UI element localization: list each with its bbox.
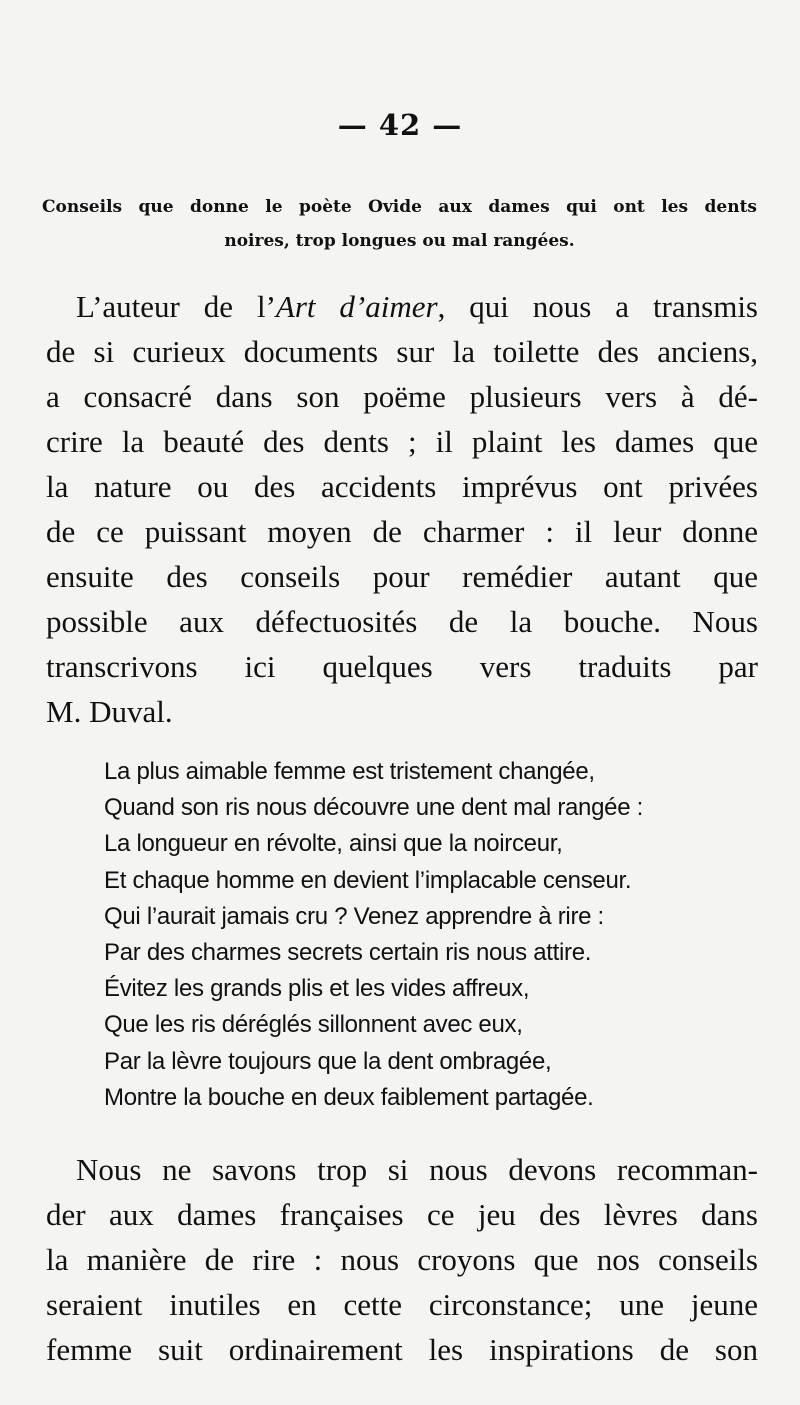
paragraph-1-line-3: a consacré dans son poëme plusieurs vers à dé-: [46, 379, 758, 414]
verse-line: Évitez les grands plis et les vides affreux,: [104, 975, 530, 1003]
paragraph-2-line-2: der aux dames françaises ce jeu des lèvres dans: [46, 1197, 758, 1232]
paragraph-2-line-1: Nous ne savons trop si nous devons recomman-: [76, 1152, 758, 1187]
verse-line: Quand son ris nous découvre une dent mal rangée :: [104, 794, 643, 822]
text-run: L’auteur de l’: [76, 289, 276, 324]
paragraph-1-line-4: crire la beauté des dents ; il plaint les dames que: [46, 424, 758, 459]
paragraph-2: [46, 1147, 758, 1372]
heading-line-1: Conseils que donne le poète Ovide aux dames qui ont les dents: [42, 197, 757, 217]
heading-line-2: noires, trop longues ou mal rangées.: [224, 231, 575, 251]
paragraph-1-line-5: la nature ou des accidents imprévus ont privées: [46, 469, 758, 504]
book-title-italic: Art d’aimer: [275, 289, 438, 324]
paragraph-1-line-2: de si curieux documents sur la toilette des anciens,: [46, 334, 758, 369]
verse-line: Que les ris déréglés sillonnent avec eux,: [104, 1011, 523, 1039]
verse-line: Et chaque homme en devient l’implacable censeur.: [104, 866, 632, 894]
section-heading: [42, 190, 757, 258]
paragraph-1-line-9: transcrivons ici quelques vers traduits par: [46, 649, 758, 684]
paragraph-1-line-10: M. Duval.: [46, 694, 173, 729]
paragraph-2-line-4: seraient inutiles en cette circonstance; une jeune: [46, 1287, 758, 1322]
paragraph-1-line-1: [46, 284, 758, 329]
verse-line: La longueur en révolte, ainsi que la noirceur,: [104, 830, 563, 858]
verse-line: Qui l’aurait jamais cru ? Venez apprendre à rire :: [104, 902, 604, 930]
paragraph-1: [46, 284, 758, 734]
text-run: , qui nous a transmis: [437, 289, 758, 324]
paragraph-2-line-3: la manière de rire : nous croyons que nos conseils: [46, 1242, 758, 1277]
verse-line: Montre la bouche en deux faiblement partagée.: [104, 1083, 594, 1111]
paragraph-1-line-7: ensuite des conseils pour remédier autant que: [46, 559, 758, 594]
paragraph-1-line-6: de ce puissant moyen de charmer : il leur donne: [46, 514, 758, 549]
paragraph-1-line-8: possible aux défectuosités de la bouche. Nous: [46, 604, 758, 639]
verse-line: Par la lèvre toujours que la dent ombragée,: [104, 1047, 552, 1075]
verse-line: La plus aimable femme est tristement changée,: [104, 758, 595, 785]
verse-quotation: [104, 754, 724, 1116]
page-number: — 42 —: [337, 108, 463, 142]
verse-line: Par des charmes secrets certain ris nous attire.: [104, 939, 592, 967]
paragraph-2-line-5: femme suit ordinairement les inspirations de son: [46, 1332, 758, 1367]
